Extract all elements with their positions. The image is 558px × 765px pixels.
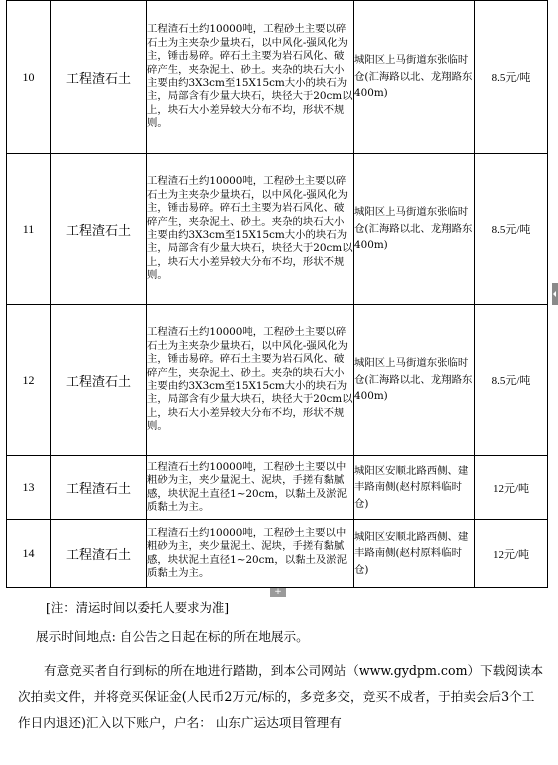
item-price: 8.5元/吨	[475, 305, 548, 456]
table-row	[7, 1, 548, 154]
item-description: 工程渣石土约10000吨，工程砂土主要以碎石土为主夹杂少量块石，以中风化-强风化为主，锤击易碎。碎石土主要为岩石风化、破碎产生，夹杂泥土、砂土。夹杂的块石大小主要由约3X3cm至15X15cm大小的块石为主，局部含有少量大块石，块径大于20cm以上，块石大小差异较大分布不均，形状不规则。	[147, 305, 354, 456]
table-row	[7, 305, 548, 456]
item-description: 工程渣石土约10000吨，工程砂土主要以中粗砂为主，夹少量泥土、泥块，手搓有黏腻感，块状泥土直径1~20cm，以黏土及淤泥质黏土为主。	[147, 520, 354, 588]
item-name: 工程渣石土	[51, 305, 147, 456]
item-price: 8.5元/吨	[475, 154, 548, 305]
row-number: 10	[7, 1, 51, 154]
item-name: 工程渣石土	[51, 456, 147, 520]
item-location: 城阳区上马街道东张临时仓(汇海路以北、龙翔路东400m)	[354, 305, 475, 456]
table-note: [注：清运时间以委托人要求为准]	[46, 600, 230, 615]
row-number: 13	[7, 456, 51, 520]
item-location: 城阳区安顺北路西侧、建丰路南侧(赵村原料临时仓)	[354, 456, 475, 520]
item-location: 城阳区上马街道东张临时仓(汇海路以北、龙翔路东400m)	[354, 154, 475, 305]
item-name: 工程渣石土	[51, 1, 147, 154]
bidding-instructions-paragraph: 有意竞买者自行到标的所在地进行踏勘，到本公司网站（www.gydpm.com）下载阅读本次拍卖文件，并将竞买保证金(人民币2万元/标的，多竞多交，竞买不成者，于拍卖会后3个工作日内退还)汇入以下账户，户名： 山东广运达项目管理有	[18, 663, 544, 730]
table-row	[7, 520, 548, 588]
item-name: 工程渣石土	[51, 520, 147, 588]
item-price: 12元/吨	[475, 456, 548, 520]
add-row-button[interactable]: +	[270, 588, 286, 597]
item-location: 城阳区上马街道东张临时仓(汇海路以北、龙翔路东400m)	[354, 1, 475, 154]
side-panel-handle[interactable]	[552, 283, 558, 305]
table-row	[7, 154, 548, 305]
row-number: 11	[7, 154, 51, 305]
item-name: 工程渣石土	[51, 154, 147, 305]
row-number: 14	[7, 520, 51, 588]
item-description: 工程渣石土约10000吨，工程砂土主要以碎石土为主夹杂少量块石，以中风化-强风化为主，锤击易碎。碎石土主要为岩石风化、破碎产生，夹杂泥土、砂土。夹杂的块石大小主要由约3X3cm至15X15cm大小的块石为主，局部含有少量大块石，块径大于20cm以上，块石大小差异较大分布不均，形状不规则。	[147, 154, 354, 305]
display-info-paragraph: 展示时间地点: 自公告之日起在标的所在地展示。	[36, 629, 309, 644]
lot-table	[6, 0, 548, 588]
item-description: 工程渣石土约10000吨，工程砂土主要以中粗砂为主，夹少量泥土、泥块，手搓有黏腻感，块状泥土直径1~20cm，以黏土及淤泥质黏土为主。	[147, 456, 354, 520]
item-description: 工程渣石土约10000吨，工程砂土主要以碎石土为主夹杂少量块石，以中风化-强风化为主，锤击易碎。碎石土主要为岩石风化、破碎产生，夹杂泥土、砂土。夹杂的块石大小主要由约3X3cm至15X15cm大小的块石为主，局部含有少量大块石，块径大于20cm以上，块石大小差异较大分布不均，形状不规则。	[147, 1, 354, 154]
item-location: 城阳区安顺北路西侧、建丰路南侧(赵村原料临时仓)	[354, 520, 475, 588]
table-row	[7, 456, 548, 520]
row-number: 12	[7, 305, 51, 456]
item-price: 12元/吨	[475, 520, 548, 588]
item-price: 8.5元/吨	[475, 1, 548, 154]
